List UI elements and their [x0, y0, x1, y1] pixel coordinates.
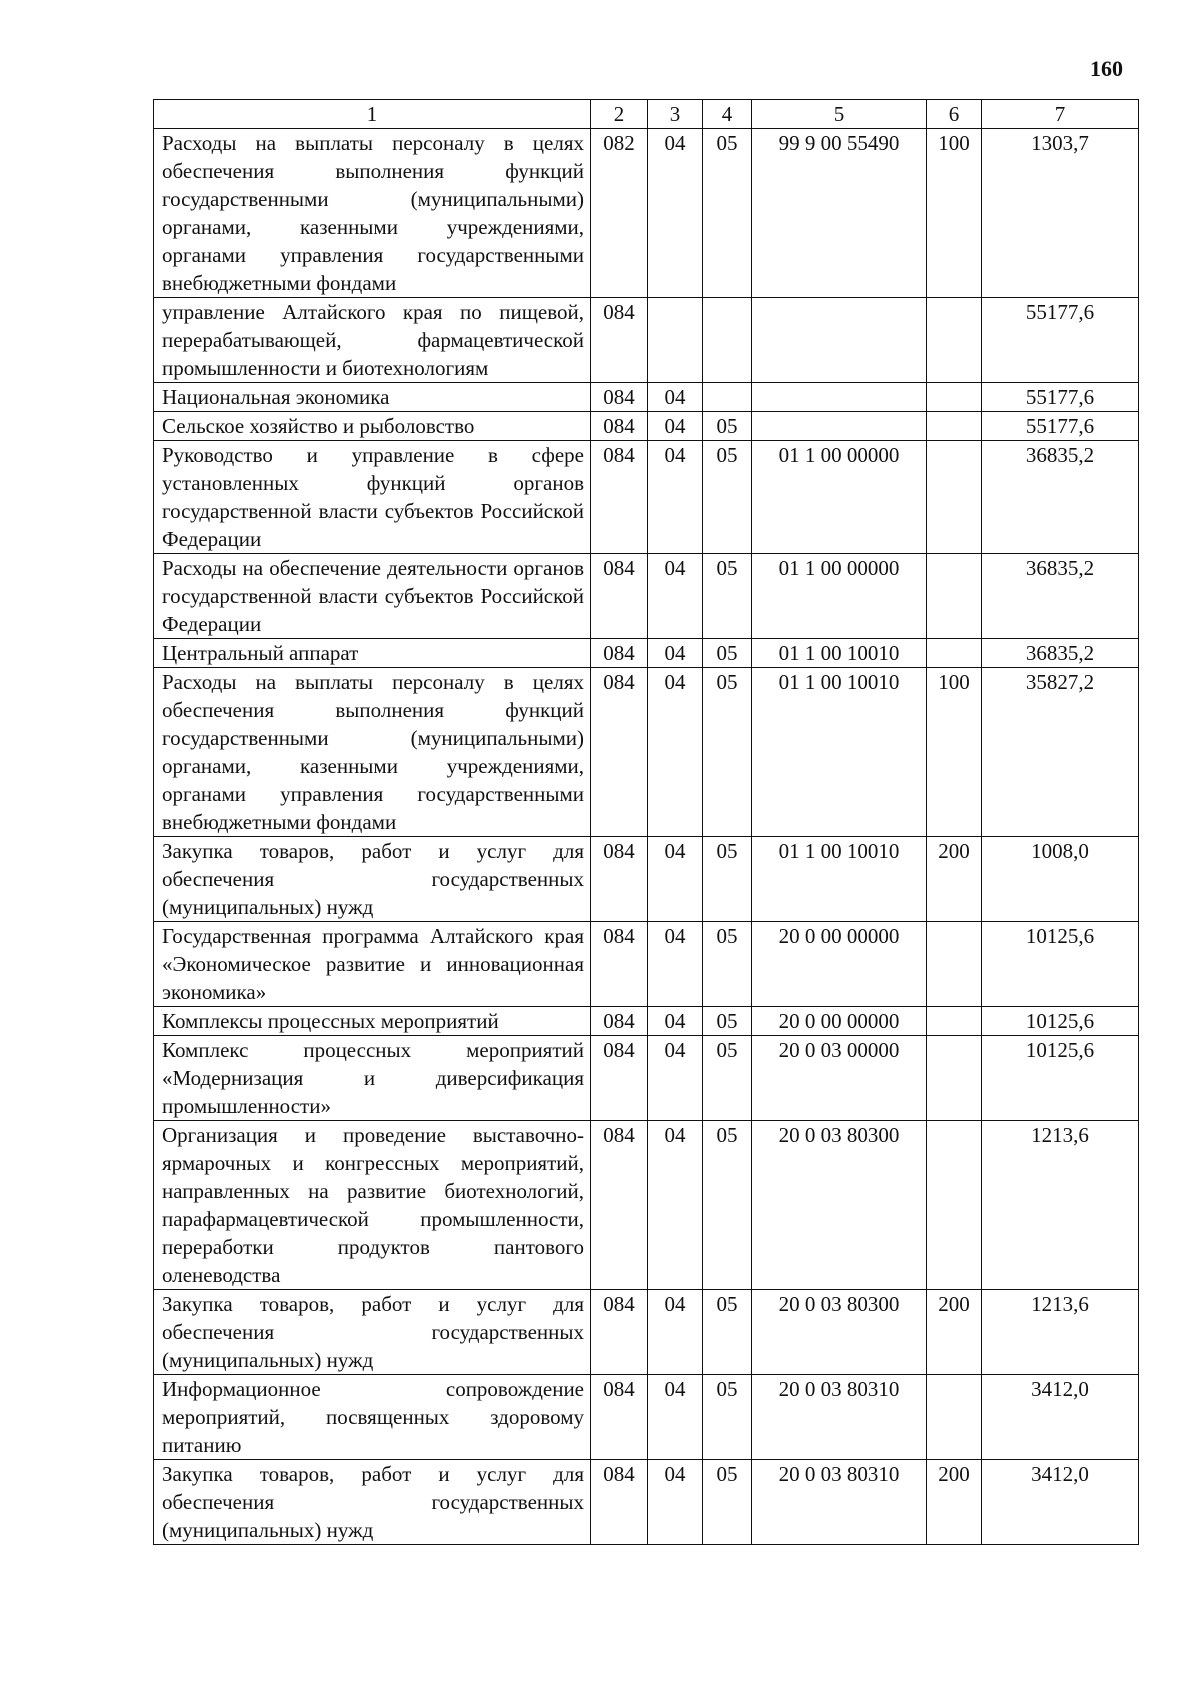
target-article-cell: 99 9 00 55490 [752, 129, 927, 298]
section-code-cell: 04 [648, 129, 703, 298]
expense-name-cell: Государственная программа Алтайского края «Экономическое развитие и инновационная экономика» [154, 922, 591, 1007]
column-header: 3 [648, 100, 703, 129]
section-code-cell: 04 [648, 441, 703, 554]
column-header: 7 [982, 100, 1139, 129]
expense-name-cell: Руководство и управление в сфере установленных функций органов государственной власти субъектов Российской Федерации [154, 441, 591, 554]
expense-name-cell: Расходы на обеспечение деятельности органов государственной власти субъектов Российской Федерации [154, 554, 591, 639]
amount-cell: 1008,0 [982, 837, 1139, 922]
expense-type-cell [927, 554, 982, 639]
expense-type-cell [927, 1007, 982, 1036]
target-article-cell [752, 383, 927, 412]
expense-type-cell [927, 922, 982, 1007]
amount-cell: 10125,6 [982, 922, 1139, 1007]
amount-cell: 3412,0 [982, 1460, 1139, 1545]
table-row [154, 922, 1139, 1007]
subsection-code-cell: 05 [703, 1375, 752, 1460]
subsection-code-cell: 05 [703, 1290, 752, 1375]
expense-name-cell: Национальная экономика [154, 383, 591, 412]
department-code-cell: 084 [591, 668, 648, 837]
expense-type-cell [927, 1375, 982, 1460]
expense-type-cell [927, 298, 982, 383]
section-code-cell: 04 [648, 554, 703, 639]
subsection-code-cell [703, 298, 752, 383]
expense-type-cell: 200 [927, 1460, 982, 1545]
department-code-cell: 084 [591, 837, 648, 922]
budget-table [153, 99, 1139, 1545]
table-header-row [154, 100, 1139, 129]
amount-cell: 55177,6 [982, 383, 1139, 412]
department-code-cell: 084 [591, 1290, 648, 1375]
expense-type-cell: 100 [927, 129, 982, 298]
table-row [154, 1036, 1139, 1121]
expense-type-cell: 200 [927, 837, 982, 922]
amount-cell: 55177,6 [982, 412, 1139, 441]
expense-type-cell [927, 383, 982, 412]
amount-cell: 1303,7 [982, 129, 1139, 298]
department-code-cell: 084 [591, 1121, 648, 1290]
subsection-code-cell: 05 [703, 412, 752, 441]
section-code-cell: 04 [648, 668, 703, 837]
amount-cell: 1213,6 [982, 1290, 1139, 1375]
subsection-code-cell: 05 [703, 837, 752, 922]
column-header: 2 [591, 100, 648, 129]
expense-name-cell: Расходы на выплаты персоналу в целях обеспечения выполнения функций государственными (муниципальными) органами, казенными учреждениями, органами управления государственными внебюджетными фондами [154, 668, 591, 837]
column-header: 1 [154, 100, 591, 129]
subsection-code-cell: 05 [703, 1007, 752, 1036]
section-code-cell [648, 298, 703, 383]
subsection-code-cell: 05 [703, 639, 752, 668]
table-row [154, 639, 1139, 668]
target-article-cell [752, 298, 927, 383]
expense-name-cell: управление Алтайского края по пищевой, перерабатывающей, фармацевтической промышленности и биотехнологиям [154, 298, 591, 383]
expense-type-cell: 100 [927, 668, 982, 837]
column-header: 4 [703, 100, 752, 129]
section-code-cell: 04 [648, 1375, 703, 1460]
subsection-code-cell [703, 383, 752, 412]
expense-type-cell [927, 1121, 982, 1290]
target-article-cell: 01 1 00 10010 [752, 668, 927, 837]
table-row [154, 668, 1139, 837]
expense-name-cell: Организация и проведение выставочно-ярмарочных и конгрессных мероприятий, направленных на развитие биотехнологий, парафармацевтической промышленности, переработки продуктов пантового оленеводства [154, 1121, 591, 1290]
amount-cell: 55177,6 [982, 298, 1139, 383]
table-row [154, 1007, 1139, 1036]
target-article-cell: 20 0 03 00000 [752, 1036, 927, 1121]
subsection-code-cell: 05 [703, 668, 752, 837]
amount-cell: 3412,0 [982, 1375, 1139, 1460]
department-code-cell: 084 [591, 1007, 648, 1036]
expense-name-cell: Информационное сопровождение мероприятий, посвященных здоровому питанию [154, 1375, 591, 1460]
table-row [154, 1121, 1139, 1290]
department-code-cell: 084 [591, 412, 648, 441]
department-code-cell: 084 [591, 1036, 648, 1121]
subsection-code-cell: 05 [703, 1036, 752, 1121]
target-article-cell: 01 1 00 10010 [752, 837, 927, 922]
table-row [154, 837, 1139, 922]
table-row [154, 412, 1139, 441]
page-number: 160 [1090, 56, 1123, 81]
expense-name-cell: Комплекс процессных мероприятий «Модернизация и диверсификация промышленности» [154, 1036, 591, 1121]
section-code-cell: 04 [648, 1007, 703, 1036]
subsection-code-cell: 05 [703, 441, 752, 554]
table-row [154, 1290, 1139, 1375]
column-header: 6 [927, 100, 982, 129]
department-code-cell: 084 [591, 441, 648, 554]
target-article-cell: 20 0 03 80300 [752, 1121, 927, 1290]
table-row [154, 1375, 1139, 1460]
department-code-cell: 084 [591, 1375, 648, 1460]
amount-cell: 36835,2 [982, 639, 1139, 668]
expense-name-cell: Расходы на выплаты персоналу в целях обеспечения выполнения функций государственными (муниципальными) органами, казенными учреждениями, органами управления государственными внебюджетными фондами [154, 129, 591, 298]
section-code-cell: 04 [648, 1460, 703, 1545]
table-row [154, 441, 1139, 554]
section-code-cell: 04 [648, 412, 703, 441]
expense-type-cell [927, 1036, 982, 1121]
amount-cell: 10125,6 [982, 1007, 1139, 1036]
department-code-cell: 084 [591, 383, 648, 412]
section-code-cell: 04 [648, 837, 703, 922]
target-article-cell: 01 1 00 10010 [752, 639, 927, 668]
department-code-cell: 084 [591, 298, 648, 383]
department-code-cell: 084 [591, 1460, 648, 1545]
amount-cell: 36835,2 [982, 554, 1139, 639]
section-code-cell: 04 [648, 639, 703, 668]
department-code-cell: 084 [591, 639, 648, 668]
target-article-cell: 01 1 00 00000 [752, 441, 927, 554]
amount-cell: 10125,6 [982, 1036, 1139, 1121]
section-code-cell: 04 [648, 1121, 703, 1290]
table-row [154, 383, 1139, 412]
target-article-cell [752, 412, 927, 441]
expense-type-cell [927, 412, 982, 441]
department-code-cell: 084 [591, 922, 648, 1007]
subsection-code-cell: 05 [703, 922, 752, 1007]
column-header: 5 [752, 100, 927, 129]
section-code-cell: 04 [648, 383, 703, 412]
subsection-code-cell: 05 [703, 129, 752, 298]
department-code-cell: 084 [591, 554, 648, 639]
subsection-code-cell: 05 [703, 1121, 752, 1290]
amount-cell: 1213,6 [982, 1121, 1139, 1290]
table-row [154, 554, 1139, 639]
section-code-cell: 04 [648, 922, 703, 1007]
expense-name-cell: Комплексы процессных мероприятий [154, 1007, 591, 1036]
expense-name-cell: Центральный аппарат [154, 639, 591, 668]
expense-name-cell: Закупка товаров, работ и услуг для обеспечения государственных (муниципальных) нужд [154, 837, 591, 922]
table-row [154, 129, 1139, 298]
target-article-cell: 20 0 03 80310 [752, 1375, 927, 1460]
expense-type-cell [927, 639, 982, 668]
section-code-cell: 04 [648, 1290, 703, 1375]
table-row [154, 298, 1139, 383]
amount-cell: 35827,2 [982, 668, 1139, 837]
target-article-cell: 20 0 00 00000 [752, 1007, 927, 1036]
target-article-cell: 01 1 00 00000 [752, 554, 927, 639]
subsection-code-cell: 05 [703, 1460, 752, 1545]
table-row [154, 1460, 1139, 1545]
section-code-cell: 04 [648, 1036, 703, 1121]
target-article-cell: 20 0 03 80300 [752, 1290, 927, 1375]
expense-name-cell: Закупка товаров, работ и услуг для обеспечения государственных (муниципальных) нужд [154, 1290, 591, 1375]
target-article-cell: 20 0 00 00000 [752, 922, 927, 1007]
expense-type-cell [927, 441, 982, 554]
expense-type-cell: 200 [927, 1290, 982, 1375]
expense-name-cell: Сельское хозяйство и рыболовство [154, 412, 591, 441]
subsection-code-cell: 05 [703, 554, 752, 639]
expense-name-cell: Закупка товаров, работ и услуг для обеспечения государственных (муниципальных) нужд [154, 1460, 591, 1545]
department-code-cell: 082 [591, 129, 648, 298]
amount-cell: 36835,2 [982, 441, 1139, 554]
target-article-cell: 20 0 03 80310 [752, 1460, 927, 1545]
